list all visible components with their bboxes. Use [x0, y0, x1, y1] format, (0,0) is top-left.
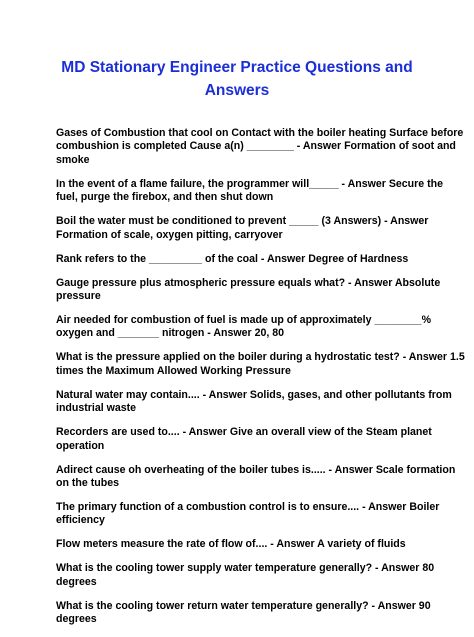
- qa-line: times the Maximum Allowed Working Pressure: [56, 364, 291, 377]
- qa-item: [56, 388, 452, 416]
- qa-item: [56, 562, 435, 589]
- title-line-2: Answers: [204, 82, 270, 99]
- qa-line: Adirect cause oh overheating of the boiler tubes is..... - Answer Scale formation: [56, 463, 456, 476]
- qa-line: In the event of a flame failure, the programmer will_____ - Answer Secure the: [56, 177, 443, 190]
- qa-line: What is the cooling tower return water temperature generally? - Answer 90: [56, 599, 431, 612]
- qa-line: Flow meters measure the rate of flow of.... - Answer A variety of fluids: [56, 538, 406, 551]
- qa-line: oxygen and _______ nitrogen - Answer 20, 80: [56, 327, 285, 340]
- qa-line: degrees: [56, 613, 97, 626]
- qa-line: Rank refers to the _________ of the coal - Answer Degree of Hardness: [56, 252, 409, 265]
- qa-item: [56, 253, 422, 266]
- qa-line: operation: [56, 439, 105, 452]
- qa-item: [56, 314, 431, 341]
- qa-line: Gases of Combustion that cool on Contact with the boiler heating Surface before: [56, 127, 464, 139]
- qa-line: pressure: [56, 290, 101, 303]
- qa-line: The primary function of a combustion control is to ensure.... - Answer Boiler: [56, 501, 440, 514]
- qa-line: efficiency: [56, 514, 105, 527]
- qa-line: Air needed for combustion of fuel is made up of approximately ________%: [56, 314, 431, 327]
- qa-line: Natural water may contain.... - Answer Solids, gases, and other pollutants from: [56, 388, 452, 401]
- qa-item: [56, 177, 443, 205]
- qa-item: [56, 127, 464, 167]
- qa-item: [56, 463, 456, 491]
- qa-line: fuel, purge the firebox, and then shut down: [56, 191, 274, 204]
- qa-item: [56, 426, 432, 453]
- qa-item: [56, 215, 429, 242]
- document-title: [40, 56, 434, 102]
- qa-line: Formation of scale, oxygen pitting, carryover: [56, 228, 283, 241]
- qa-line: smoke: [56, 153, 90, 166]
- qa-line: on the tubes: [56, 477, 119, 490]
- qa-line: What is the pressure applied on the boiler during a hydrostatic test? - Answer 1.5: [56, 351, 465, 364]
- qa-line: What is the cooling tower supply water temperature generally? - Answer 80: [56, 562, 435, 575]
- qa-list: [56, 127, 465, 637]
- qa-line: Recorders are used to.... - Answer Give an overall view of the Steam planet: [56, 426, 432, 439]
- qa-line: Gauge pressure plus atmospheric pressure equals what? - Answer Absolute: [56, 276, 441, 289]
- qa-item: [56, 351, 465, 378]
- qa-line: industrial waste: [56, 402, 137, 415]
- qa-line: degrees: [56, 575, 97, 588]
- qa-line: Boil the water must be conditioned to prevent _____ (3 Answers) - Answer: [56, 215, 429, 228]
- qa-item: [56, 276, 441, 304]
- qa-item: [56, 599, 431, 627]
- qa-item: [56, 538, 422, 551]
- qa-line: combushion is completed Cause a(n) ________ - Answer Formation of soot and: [56, 140, 456, 153]
- qa-item: [56, 501, 440, 528]
- title-line-1: MD Stationary Engineer Practice Questions and: [61, 59, 413, 76]
